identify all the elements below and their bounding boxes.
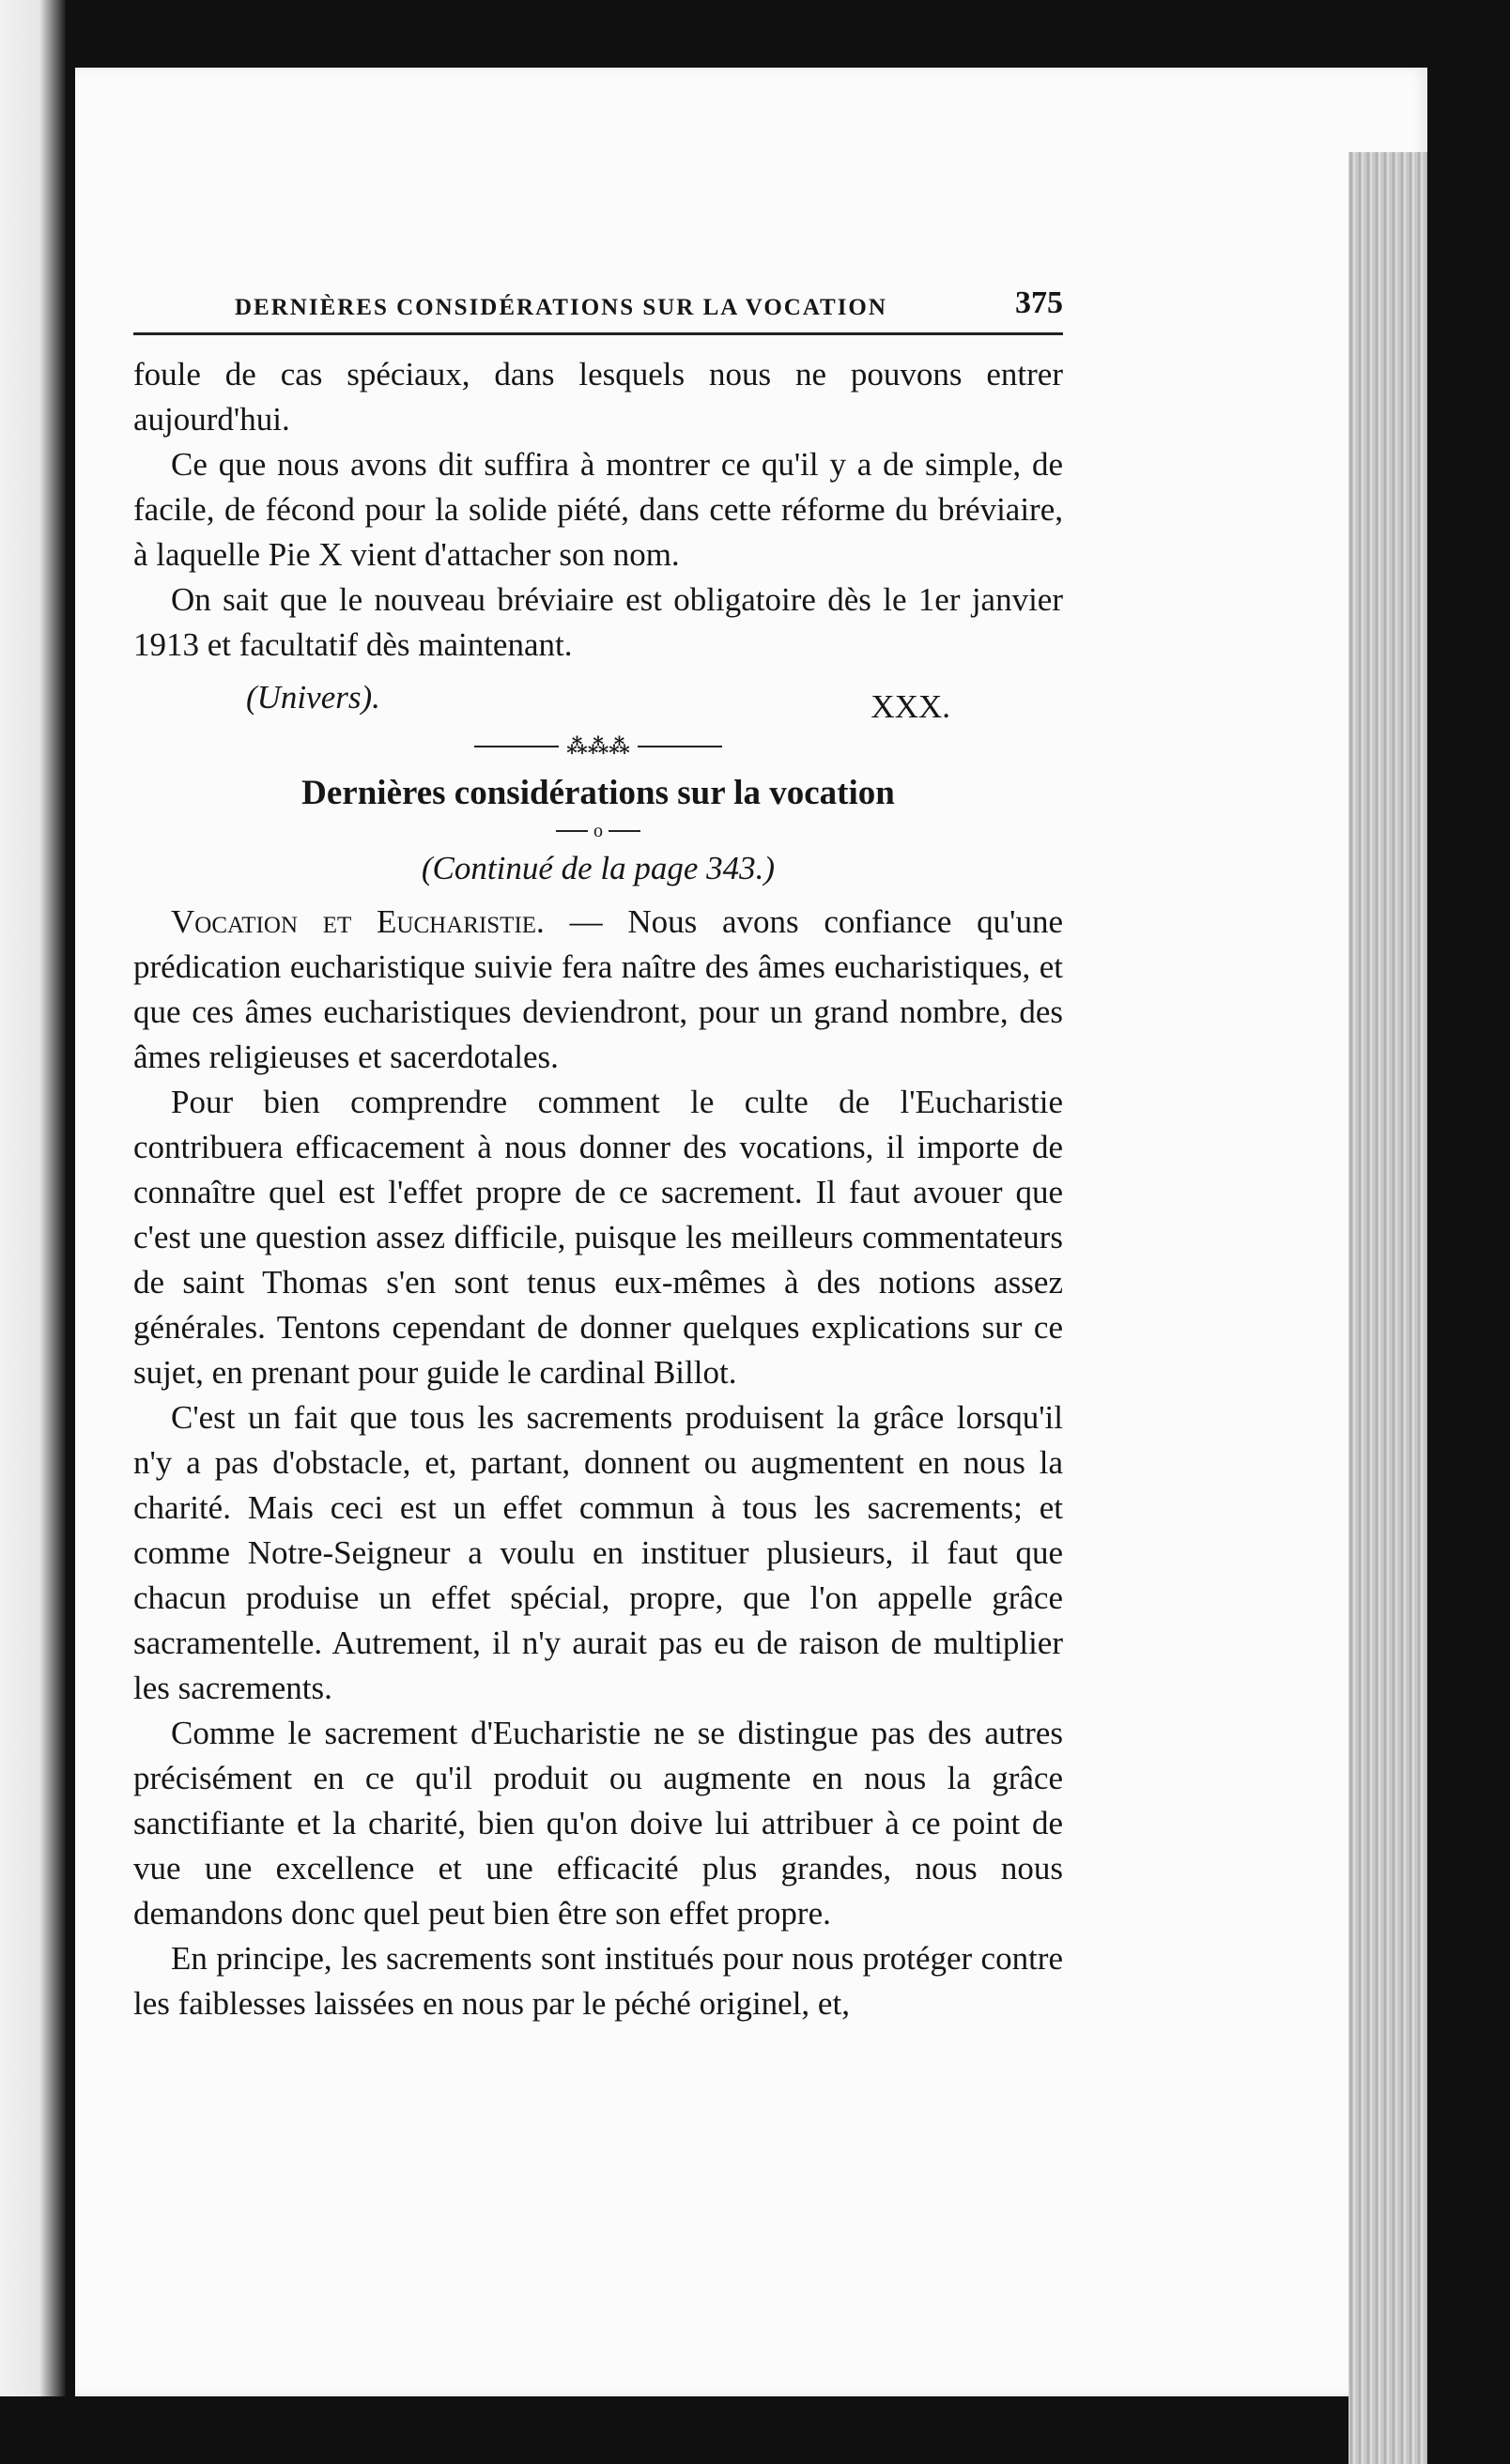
- author-signature: XXX.: [871, 688, 950, 725]
- paragraph: foule de cas spéciaux, dans lesquels nous ne pouvons entrer aujourd'hui.: [133, 356, 1063, 438]
- page-number: 375: [1015, 285, 1063, 320]
- section-divider: [133, 730, 1063, 763]
- article-title: Dernières considérations sur la vocation: [301, 774, 895, 812]
- paragraph: [133, 900, 1063, 1080]
- running-head: [133, 282, 1063, 335]
- divider-ornament: o: [593, 820, 603, 841]
- paragraph: C'est un fait que tous les sacrements produisent la grâce lorsqu'il n'y a pas d'obstacle, et, partant, donnent ou augmentent en nous la charité. Mais ceci est un effet commun à tous les sacrements; et comme Notre-Seigneur a voulu en instituer plusieurs, il faut que chacun produise un effet spécial, propre, que l'on appelle grâce sacramentelle. Autrement, il n'y aurait pas eu de raison de multiplier les sacrements.: [133, 1399, 1063, 1706]
- scan-left-margin: [0, 0, 66, 2396]
- running-title: DERNIÈRES CONSIDÉRATIONS SUR LA VOCATION: [235, 295, 887, 320]
- divider-rule: [638, 746, 722, 747]
- page-edges: [1348, 152, 1427, 2464]
- paragraph: En principe, les sacrements sont institués pour nous protéger contre les faiblesses laissées en nous par le péché originel, et,: [133, 1940, 1063, 2022]
- source-citation: (Univers).: [246, 679, 380, 716]
- divider-ornament: ⁂⁂⁂: [566, 734, 630, 758]
- section-lead-in: Vocation et Eucharistie.: [171, 903, 545, 940]
- divider-rule: [609, 830, 640, 832]
- paragraph: Ce que nous avons dit suffira à montrer ce qu'il y a de simple, de facile, de fécond pour la solide piété, dans cette réforme du bréviaire, à laquelle Pie X vient d'attacher son nom.: [133, 446, 1063, 573]
- title-divider: [133, 819, 1063, 843]
- divider-rule: [556, 830, 588, 832]
- paragraph: Comme le sacrement d'Eucharistie ne se distingue pas des autres précisément en ce qu'il produit ou augmente en nous la grâce sanctifiante et la charité, bien qu'on doive lui attribuer à ce point de vue une excellence et une efficacité plus grandes, nous nous demandons donc quel peut bien être son effet propre.: [133, 1715, 1063, 1932]
- paragraph: Pour bien comprendre comment le culte de l'Eucharistie contribuera efficacement à nous donner des vocations, il importe de connaître quel est l'effet propre de ce sacrement. Il faut avouer que c'est une question assez difficile, puisque les meilleurs commentateurs de saint Thomas s'en sont tenus eux-mêmes à des notions assez générales. Tentons cependant de donner quelques explications sur ce sujet, en prenant pour guide le cardinal Billot.: [133, 1084, 1063, 1391]
- paragraph-text: — Nous avons confiance qu'une prédication eucharistique suivie fera naître des âmes eucharistiques, et que ces âmes eucharistiques deviendront, pour un grand nombre, des âmes religieuses et sacerdotales.: [133, 903, 1063, 1075]
- continued-note: (Continué de la page 343.): [421, 850, 776, 886]
- text-block: [133, 282, 1063, 2026]
- divider-rule: [474, 746, 559, 747]
- paragraph: On sait que le nouveau bréviaire est obligatoire dès le 1er janvier 1913 et facultatif dès maintenant.: [133, 581, 1063, 663]
- signature-row: [133, 671, 1063, 724]
